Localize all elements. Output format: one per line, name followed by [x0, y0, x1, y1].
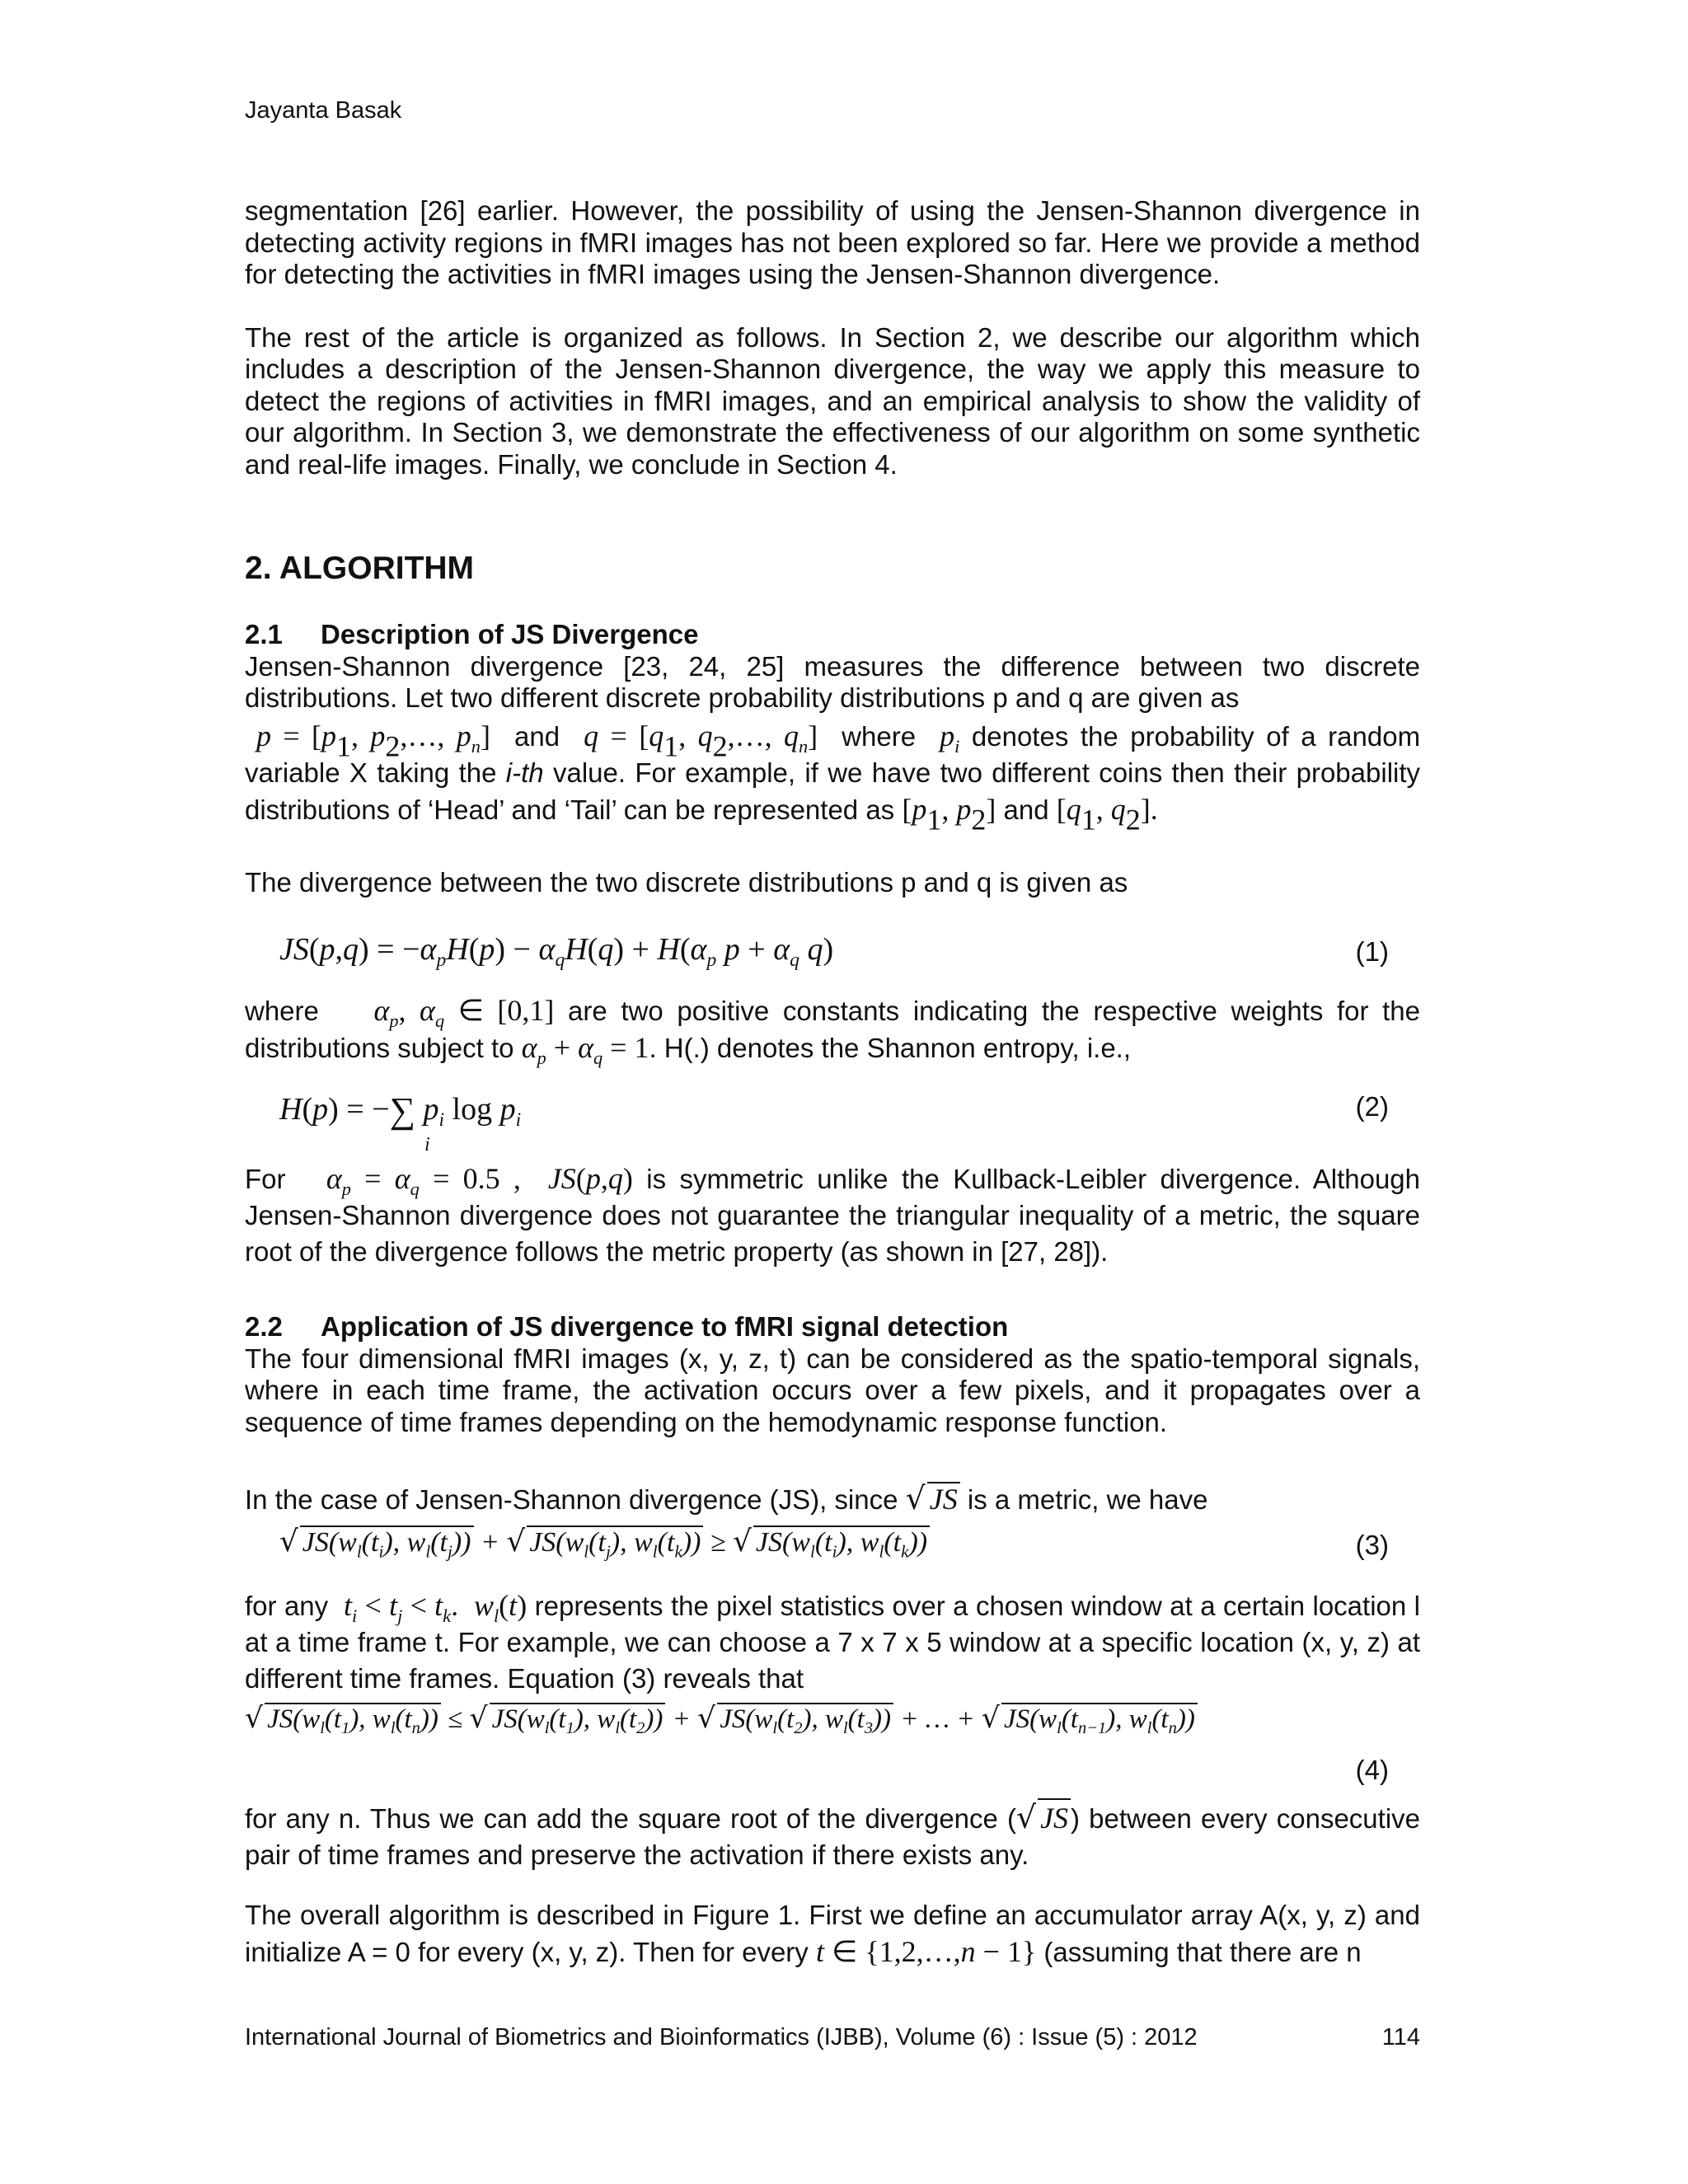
equation-2: H(p) = −∑ i $p_i$ $\log p_i$ (2): [279, 1090, 1389, 1155]
subsection-2-2-title: 2.2 Application of JS divergence to fMRI signal detection: [245, 1311, 1009, 1342]
metric-intro-line: In the case of Jensen-Shannon divergence (JS), since √ JS is a metric, we have: [245, 1480, 1208, 1516]
alpha-definition-paragraph: where $\alpha_p$, $\alpha_q$ ∈ [0,1] are two positive constants indicating the respective weights for the distributions subject to $\alpha_p + \alpha_q = 1$. H(.) denotes the Shannon entropy, i.e.,: [245, 994, 1421, 1068]
distribution-definition-line: $p = [p_1$, $p_2,\dots$, $p_n$] and $q = [q_1$, $q_2,\dots$, $q_n$] where $p_i$ denotes the probability of a random variable X taking the i-th value. For example, if we have two different coins then their probability distributions of ‘Head’ and ‘Tail’ can be represented as [$p_1$, $p_2$] and [$q_1$, $q_2$].: [245, 719, 1421, 837]
equation-4: √ $JS(w_l(t_1)$, $w_l(t_n)$) ≤ √ $JS(w_l(t_1)$, $w_l(t_2)$) + √ $JS(w_l(t_2)$, $w_l(t_3)$) + … + √ $JS(w_l(t_{n-1})$, $w_l(t_n)$) (4): [245, 1702, 1389, 1785]
symmetry-paragraph: For $\alpha_p = \alpha_q = 0.5$ , JS(p,q) is symmetric unlike the Kullback-Leibler divergence. Although Jensen-Shannon divergence does not guarantee the triangular inequality of a metric, the square root of the divergence follows the metric property (as shown in [27, 28]).: [245, 1162, 1421, 1267]
sqrt-accumulation-paragraph: for any n. Thus we can add the square root of the divergence (√ JS) between every consecutive pair of time frames and preserve the activation if there exists any.: [245, 1799, 1421, 1870]
page-footer: [245, 2024, 1420, 2051]
intro-paragraph-1: segmentation [26] earlier. However, the possibility of using the Jensen-Shannon divergence in detecting activity regions in fMRI images has not been explored so far. Here we provide a method for detecting the activities in fMRI images using the Jensen-Shannon divergence.: [245, 195, 1420, 289]
window-statistics-paragraph: for any $t_i < t_j < t_k$. $w_l(t)$ represents the pixel statistics over a chosen window at a certain location l at a time frame t. For example, we can choose a 7 x 7 x 5 window at a specific location (x, y, z) at different time frames. Equation (3) reveals that: [245, 1589, 1421, 1694]
footer-journal: International Journal of Biometrics and Bioinformatics (IJBB), Volume (6) : Issue (5) : 2012: [245, 2024, 1198, 2050]
intro-block: [245, 195, 1420, 480]
overall-algorithm-paragraph: The overall algorithm is described in Figure 1. First we define an accumulator array A(x, y, z) and initialize A = 0 for every (x, y, z). Then for every t ∈ {1,2,…,n − 1} (assuming that there are n: [245, 1900, 1420, 1968]
equation-3-number: (3): [1355, 1530, 1389, 1560]
divergence-intro-line: The divergence between the two discrete distributions p and q is given as: [245, 867, 1128, 898]
subsection-2-2: [245, 1311, 1420, 1438]
js-description-paragraph: Jensen-Shannon divergence [23, 24, 25] measures the difference between two discrete distributions. Let two different discrete probability distributions p and q are given as: [245, 650, 1420, 713]
subsection-2-1-title: 2.1 Description of JS Divergence: [245, 619, 699, 649]
equation-1-number: (1): [1355, 936, 1389, 967]
subsection-2-1: [245, 619, 1421, 837]
equation-1: $JS(p,q) = -\alpha_pH(p) - \alpha_qH(q) + H(\alpha_p$ $p + \alpha_q$ q) (1): [279, 932, 1389, 972]
fmri-signal-paragraph: The four dimensional fMRI images (x, y, z, t) can be considered as the spatio-temporal signals, where in each time frame, the activation occurs over a few pixels, and it propagates over a sequence of time frames depending on the hemodynamic response function.: [245, 1343, 1420, 1437]
paper-page: [245, 0, 1420, 2184]
intro-paragraph-2: The rest of the article is organized as follows. In Section 2, we describe our algorithm which includes a description of the Jensen-Shannon divergence, the way we apply this measure to detect the regions of activities in fMRI images, and an empirical analysis to show the validity of our algorithm. In Section 3, we demonstrate the effectiveness of our algorithm on some synthetic and real-life images. Finally, we conclude in Section 4.: [245, 321, 1420, 480]
equation-2-number: (2): [1355, 1091, 1389, 1122]
equation-4-number: (4): [1355, 1755, 1389, 1785]
section-heading: 2. ALGORITHM: [245, 551, 475, 586]
page-number: 114: [1381, 2024, 1420, 2050]
equation-3: √ $JS(w_l(t_i)$, $w_l(t_j)$) + √ $JS(w_l(t_j)$, $w_l(t_k)$) ≥ √ $JS(w_l(t_i)$, $w_l(t_k)$) (3): [279, 1525, 1389, 1562]
running-head-author: Jayanta Basak: [245, 97, 402, 124]
